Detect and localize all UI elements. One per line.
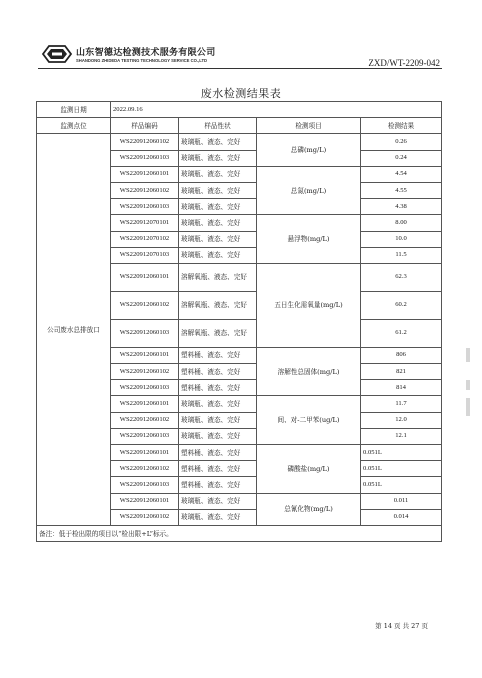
test-result: 0.014: [361, 509, 442, 525]
page-number: 第 14 页 共 27 页: [375, 622, 428, 630]
scan-artifact: [466, 398, 470, 416]
test-item: 溶解性总固体(mg/L): [257, 347, 361, 396]
sample-code: WS220912060103: [111, 319, 179, 347]
test-item: 总氰化物(mg/L): [257, 493, 361, 525]
sample-character: 塑料桶、液态、完好: [179, 477, 257, 493]
test-result: 4.54: [361, 166, 442, 182]
test-result: 0.051L: [361, 461, 442, 477]
test-result: 0.051L: [361, 477, 442, 493]
column-header: 监测点位: [37, 118, 111, 134]
header-divider: [38, 68, 442, 69]
sample-code: WS220912060101: [111, 396, 179, 412]
sample-code: WS220912060101: [111, 493, 179, 509]
test-result: 0.26: [361, 134, 442, 150]
sample-code: WS220912060102: [111, 364, 179, 380]
test-result: 12.0: [361, 412, 442, 428]
note-row: [37, 525, 442, 541]
company-name-en: SHANDONG ZHIDEDA TESTING TECHNOLOGY SERVICE CO.,LTD: [76, 58, 208, 63]
test-result: 4.38: [361, 199, 442, 215]
sample-code: WS220912060102: [111, 412, 179, 428]
sample-character: 玻璃瓶、液态、完好: [179, 182, 257, 198]
sample-code: WS220912060102: [111, 461, 179, 477]
test-result: 62.3: [361, 263, 442, 291]
sample-character: 玻璃瓶、液态、完好: [179, 412, 257, 428]
table-row: [37, 134, 442, 150]
sample-code: WS220912070103: [111, 247, 179, 263]
monitoring-site: 公司废水总排放口: [37, 134, 111, 526]
sample-character: 溶解氧瓶、液态、完好: [179, 291, 257, 319]
sample-character: 玻璃瓶、液态、完好: [179, 493, 257, 509]
sample-code: WS220912060103: [111, 477, 179, 493]
sample-code: WS220912060103: [111, 428, 179, 444]
scan-artifact: [466, 380, 470, 390]
test-result: 814: [361, 380, 442, 396]
date-value: 2022.09.16: [111, 102, 442, 118]
test-result: 10.0: [361, 231, 442, 247]
results-table-body: [37, 102, 442, 542]
test-result: 11.7: [361, 396, 442, 412]
sample-character: 玻璃瓶、液态、完好: [179, 396, 257, 412]
column-header: 检测结果: [361, 118, 442, 134]
sample-code: WS220912070101: [111, 215, 179, 231]
sample-character: 玻璃瓶、液态、完好: [179, 231, 257, 247]
sample-character: 塑料桶、液态、完好: [179, 347, 257, 363]
sample-code: WS220912060103: [111, 380, 179, 396]
page-title: 废水检测结果表: [200, 87, 282, 100]
date-label: 监测日期: [37, 102, 111, 118]
sample-character: 玻璃瓶、液态、完好: [179, 166, 257, 182]
sample-code: WS220912060102: [111, 182, 179, 198]
sample-character: 溶解氧瓶、液态、完好: [179, 263, 257, 291]
test-item: 总氮(mg/L): [257, 166, 361, 215]
test-result: 11.5: [361, 247, 442, 263]
column-header: 样品编码: [111, 118, 179, 134]
sample-character: 玻璃瓶、液态、完好: [179, 247, 257, 263]
column-header: 样品性状: [179, 118, 257, 134]
sample-character: 溶解氧瓶、液态、完好: [179, 319, 257, 347]
company-name: 山东智德达检测技术服务有限公司: [76, 48, 216, 58]
test-item: 五日生化需氧量(mg/L): [257, 263, 361, 347]
scan-artifact: [466, 348, 470, 362]
sample-character: 玻璃瓶、液态、完好: [179, 509, 257, 525]
sample-code: WS220912060101: [111, 166, 179, 182]
sample-character: 玻璃瓶、液态、完好: [179, 150, 257, 166]
company-logo-icon: [40, 44, 74, 64]
sample-code: WS220912060102: [111, 134, 179, 150]
test-result: 0.051L: [361, 445, 442, 461]
sample-character: 玻璃瓶、液态、完好: [179, 428, 257, 444]
column-header: 检测项目: [257, 118, 361, 134]
sample-character: 塑料桶、液态、完好: [179, 461, 257, 477]
sample-character: 玻璃瓶、液态、完好: [179, 134, 257, 150]
sample-character: 塑料桶、液态、完好: [179, 445, 257, 461]
sample-code: WS220912070102: [111, 231, 179, 247]
sample-code: WS220912060101: [111, 347, 179, 363]
sample-character: 玻璃瓶、液态、完好: [179, 199, 257, 215]
sample-code: WS220912060102: [111, 291, 179, 319]
report-number: ZXD/WT-2209-042: [368, 58, 440, 68]
test-item: 总磷(mg/L): [257, 134, 361, 166]
test-item: 磷酸盐(mg/L): [257, 445, 361, 494]
test-result: 806: [361, 347, 442, 363]
test-item: 悬浮物(mg/L): [257, 215, 361, 264]
test-result: 0.24: [361, 150, 442, 166]
test-result: 4.55: [361, 182, 442, 198]
date-row: [37, 102, 442, 118]
remark-note: 备注：低于检出限的项目以“检出限+L”标示。: [37, 525, 442, 541]
test-result: 12.1: [361, 428, 442, 444]
header-row: [37, 118, 442, 134]
sample-character: 玻璃瓶、液态、完好: [179, 215, 257, 231]
results-table: [36, 101, 442, 542]
test-result: 0.011: [361, 493, 442, 509]
test-result: 8.00: [361, 215, 442, 231]
sample-code: WS220912060101: [111, 263, 179, 291]
sample-code: WS220912060102: [111, 509, 179, 525]
sample-character: 塑料桶、液态、完好: [179, 380, 257, 396]
sample-code: WS220912060103: [111, 199, 179, 215]
sample-code: WS220912060101: [111, 445, 179, 461]
test-result: 821: [361, 364, 442, 380]
test-item: 间、对-二甲苯(ug/L): [257, 396, 361, 445]
sample-code: WS220912060103: [111, 150, 179, 166]
sample-character: 塑料桶、液态、完好: [179, 364, 257, 380]
test-result: 60.2: [361, 291, 442, 319]
test-result: 61.2: [361, 319, 442, 347]
